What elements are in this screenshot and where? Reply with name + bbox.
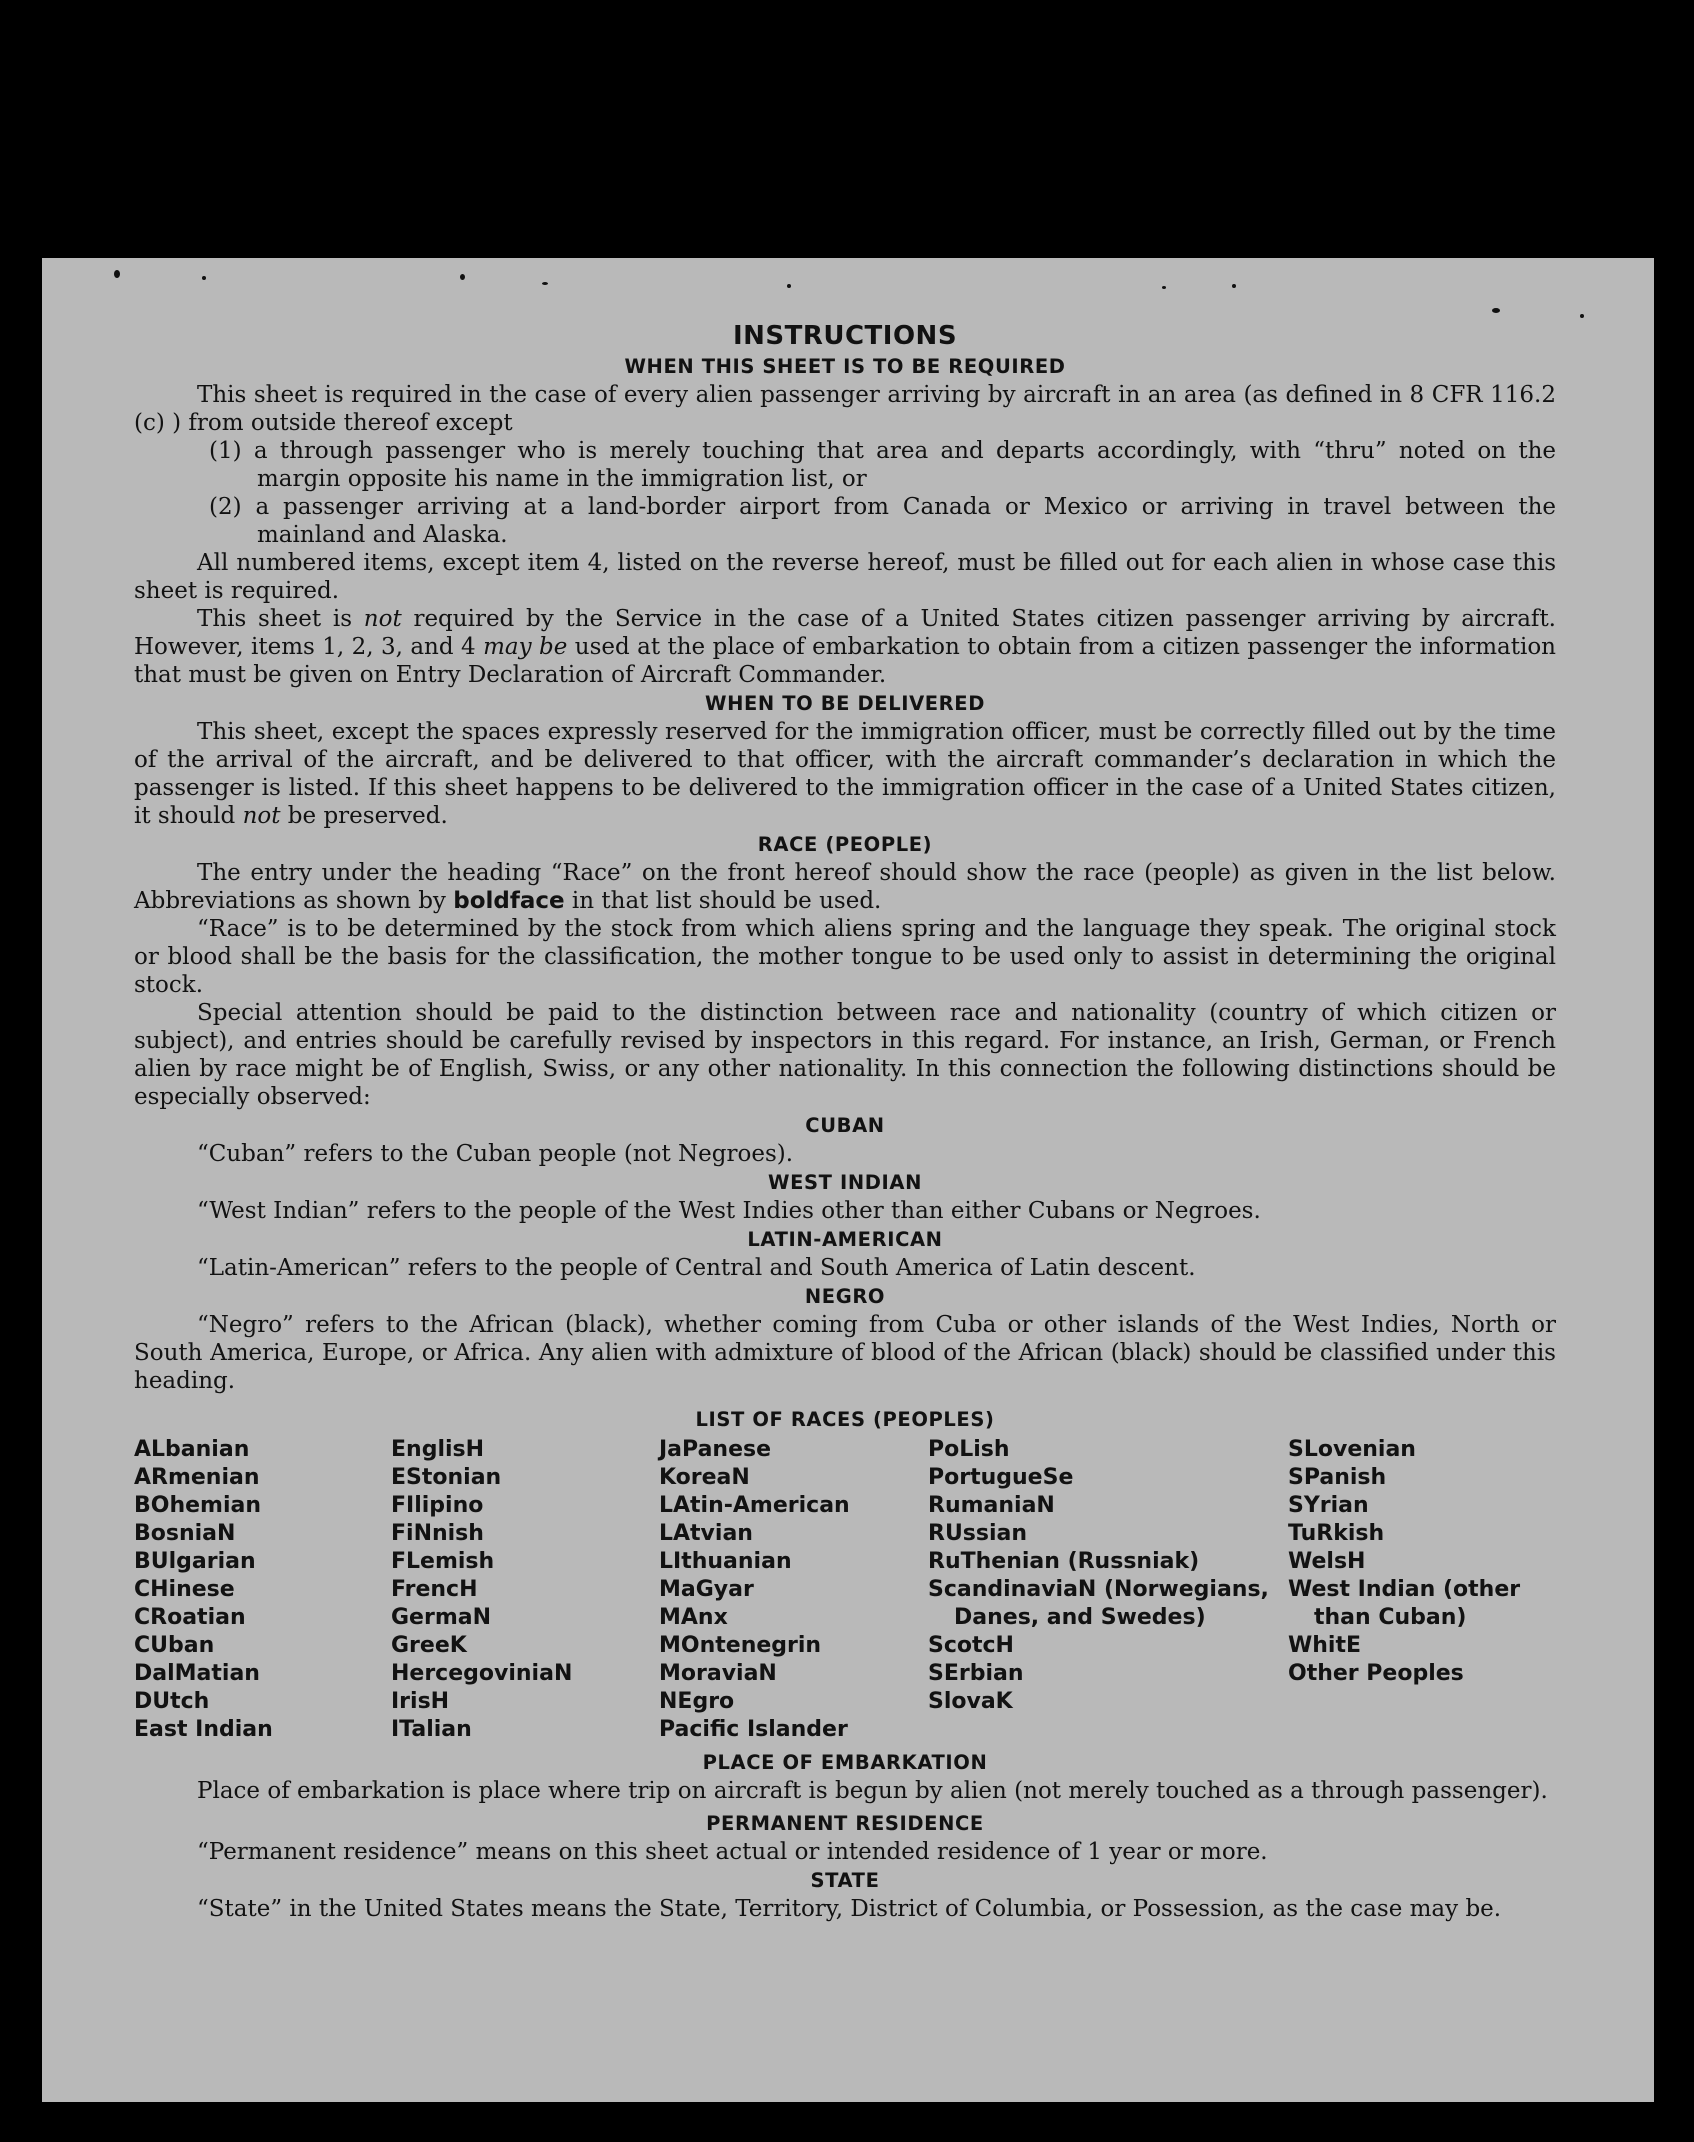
race-list-item: SlovaK bbox=[928, 1689, 1013, 1714]
paragraph-race-stock: “Race” is to be determined by the stock from which aliens spring and the language they speak. The original stock or blood shall be the basis for the classification, the mother tongue to be used only to assist in determining the original stock. bbox=[134, 916, 1556, 998]
race-list-item: MoraviaN bbox=[659, 1661, 777, 1686]
race-list-item: FIlipino bbox=[391, 1493, 484, 1518]
race-list-item: MOntenegrin bbox=[659, 1633, 822, 1658]
race-list-item: JaPanese bbox=[659, 1437, 772, 1462]
race-list-item: GermaN bbox=[391, 1605, 492, 1630]
race-list-item: BosniaN bbox=[134, 1521, 236, 1546]
race-list-item: PoLish bbox=[928, 1437, 1010, 1462]
paragraph-citizen-passenger: This sheet is not required by the Service in the case of a United States citizen passenger arriving by aircraft. However, items 1, 2, 3, and 4 may be used at the place of embarkation to obtain from a citizen passenger the information that must be given on Entry Declaration of Aircraft Commander. bbox=[134, 606, 1556, 688]
race-list-item: West Indian (other than Cuban) bbox=[1288, 1577, 1521, 1630]
paragraph-numbered-items: All numbered items, except item 4, listed on the reverse hereof, must be filled out for each alien in whose case this sheet is required. bbox=[134, 550, 1556, 604]
section-heading-embarkation: PLACE OF EMBARKATION bbox=[702, 1751, 988, 1774]
race-list-item: FrencH bbox=[391, 1577, 478, 1602]
race-list-item: Pacific Islander bbox=[659, 1717, 848, 1742]
paragraph-race-nationality: Special attention should be paid to the distinction between race and nationality (country of which citizen or subject), and entries should be carefully revised by inspectors in this regard. For instance, an Irish, German, or French alien by race might be of English, Swiss, or any other nationality. In this connection the following distinctions should be especially observed: bbox=[134, 1000, 1556, 1110]
paragraph-latin-american: “Latin-American” refers to the people of Central and South America of Latin descent. bbox=[197, 1255, 1196, 1281]
section-heading-list-of-races: LIST OF RACES (PEOPLES) bbox=[695, 1408, 995, 1431]
race-column bbox=[1288, 1436, 1556, 1744]
race-list-item: WelsH bbox=[1288, 1549, 1366, 1574]
section-heading-west-indian: WEST INDIAN bbox=[768, 1171, 922, 1194]
race-list-item: SErbian bbox=[928, 1661, 1024, 1686]
race-list-item: HercegoviniaN bbox=[391, 1661, 573, 1686]
paragraph-negro: “Negro” refers to the African (black), whether coming from Cuba or other islands of the West Indies, North or South America, Europe, or Africa. Any alien with admixture of blood of the African (black) should be classified under this heading. bbox=[134, 1312, 1556, 1394]
section-heading-cuban: CUBAN bbox=[805, 1114, 885, 1137]
race-list-item: ScandinaviaN (Norwegians, Danes, and Swedes) bbox=[928, 1577, 1269, 1630]
paragraph-delivered: This sheet, except the spaces expressly reserved for the immigration officer, must be correctly filled out by the time of the arrival of the aircraft, and be delivered to that officer, with the aircraft commander’s declaration in which the passenger is listed. If this sheet happens to be delivered to the immigration officer in the case of a United States citizen, it should not be preserved. bbox=[134, 719, 1556, 829]
race-list-item: EStonian bbox=[391, 1465, 502, 1490]
race-list-item: SPanish bbox=[1288, 1465, 1387, 1490]
race-list-item: RumaniaN bbox=[928, 1493, 1055, 1518]
race-list-item: FLemish bbox=[391, 1549, 495, 1574]
paragraph-race-entry: The entry under the heading “Race” on the front hereof should show the race (people) as given in the list below. Abbreviations as shown by boldface in that list should be used. bbox=[134, 860, 1556, 914]
list-item-exception-2: (2) a passenger arriving at a land-border airport from Canada or Mexico or arriving in travel between the mainland and Alaska. bbox=[209, 494, 1556, 548]
race-list-item: MAnx bbox=[659, 1605, 728, 1630]
race-list-item: ARmenian bbox=[134, 1465, 260, 1490]
paragraph-required-intro: This sheet is required in the case of every alien passenger arriving by aircraft in an area (as defined in 8 CFR 116.2 (c) ) from outside thereof except bbox=[134, 382, 1556, 436]
race-list-item: BOhemian bbox=[134, 1493, 262, 1518]
race-column bbox=[391, 1436, 659, 1744]
race-list-item: ScotcH bbox=[928, 1633, 1014, 1658]
paragraph-residence: “Permanent residence” means on this sheet actual or intended residence of 1 year or more. bbox=[197, 1839, 1268, 1865]
race-list-item: KoreaN bbox=[659, 1465, 750, 1490]
section-heading-required: WHEN THIS SHEET IS TO BE REQUIRED bbox=[624, 355, 1066, 378]
race-list-item: EnglisH bbox=[391, 1437, 485, 1462]
race-list-item: Other Peoples bbox=[1288, 1661, 1464, 1686]
race-list-item: ITalian bbox=[391, 1717, 472, 1742]
race-list bbox=[134, 1436, 1556, 1744]
race-list-item: NEgro bbox=[659, 1689, 735, 1714]
race-list-item: WhitE bbox=[1288, 1633, 1362, 1658]
race-list-item: BUlgarian bbox=[134, 1549, 256, 1574]
race-list-item: DalMatian bbox=[134, 1661, 260, 1686]
race-list-item: CHinese bbox=[134, 1577, 235, 1602]
race-list-item: GreeK bbox=[391, 1633, 467, 1658]
paragraph-cuban: “Cuban” refers to the Cuban people (not Negroes). bbox=[197, 1141, 794, 1167]
instruction-sheet bbox=[42, 258, 1654, 2102]
race-list-item: ALbanian bbox=[134, 1437, 250, 1462]
paragraph-west-indian: “West Indian” refers to the people of the West Indies other than either Cubans or Negroes. bbox=[197, 1198, 1261, 1224]
race-list-item: SYrian bbox=[1288, 1493, 1369, 1518]
section-heading-race: RACE (PEOPLE) bbox=[757, 833, 933, 856]
race-list-item: TuRkish bbox=[1288, 1521, 1385, 1546]
section-heading-residence: PERMANENT RESIDENCE bbox=[706, 1812, 984, 1835]
race-column bbox=[928, 1436, 1288, 1744]
section-heading-negro: NEGRO bbox=[804, 1285, 886, 1308]
race-list-item: CUban bbox=[134, 1633, 215, 1658]
race-list-item: SLovenian bbox=[1288, 1437, 1416, 1462]
race-list-item: LAtin-American bbox=[659, 1493, 850, 1518]
race-column bbox=[134, 1436, 391, 1744]
section-heading-delivered: WHEN TO BE DELIVERED bbox=[704, 692, 986, 715]
race-list-item: RuThenian (Russniak) bbox=[928, 1549, 1200, 1574]
race-list-item: IrisH bbox=[391, 1689, 450, 1714]
race-list-item: FiNnish bbox=[391, 1521, 484, 1546]
race-list-item: PortugueSe bbox=[928, 1465, 1074, 1490]
race-list-item: DUtch bbox=[134, 1689, 210, 1714]
race-list-item: East Indian bbox=[134, 1717, 273, 1742]
section-heading-latin-american: LATIN-AMERICAN bbox=[747, 1228, 943, 1251]
race-list-item: RUssian bbox=[928, 1521, 1028, 1546]
race-list-item: MaGyar bbox=[659, 1577, 754, 1602]
race-list-item: LIthuanian bbox=[659, 1549, 792, 1574]
paragraph-state: “State” in the United States means the State, Territory, District of Columbia, or Possession, as the case may be. bbox=[197, 1896, 1502, 1922]
race-list-item: CRoatian bbox=[134, 1605, 246, 1630]
race-column bbox=[659, 1436, 928, 1744]
page-title: INSTRUCTIONS bbox=[732, 321, 958, 351]
list-item-exception-1: (1) a through passenger who is merely touching that area and departs accordingly, with “thru” noted on the margin opposite his name in the immigration list, or bbox=[209, 438, 1556, 492]
paragraph-embarkation: Place of embarkation is place where trip on aircraft is begun by alien (not merely touched as a through passenger). bbox=[197, 1778, 1548, 1804]
race-list-item: LAtvian bbox=[659, 1521, 753, 1546]
section-heading-state: STATE bbox=[810, 1869, 880, 1892]
